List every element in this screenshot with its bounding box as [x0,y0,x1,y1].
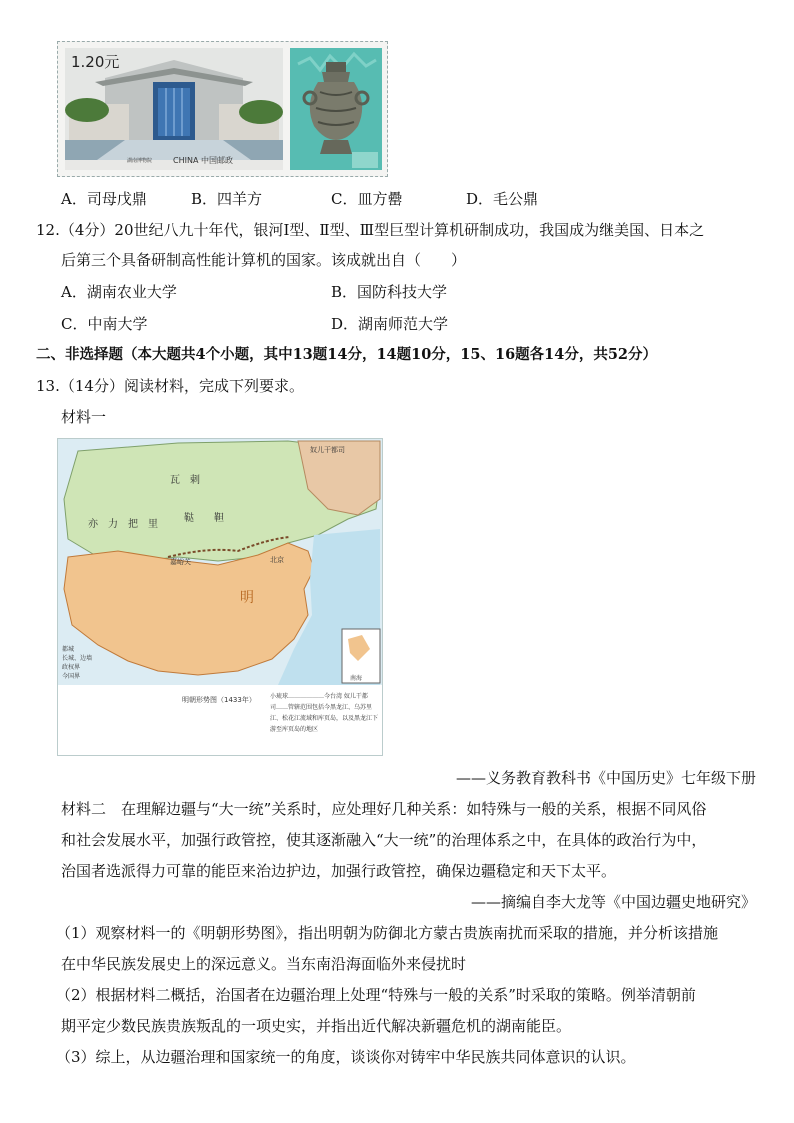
map-label-nanhai: 南海 [350,675,363,682]
sub-question-1-line1: （1）观察材料一的《明朝形势图》，指出明朝为防御北方蒙古贵族南扰而采取的措施，并分析该措施 [56,924,719,942]
map-label-jiayuguan: 嘉峪关 [170,558,191,566]
q11-option-c: C．皿方罍 [331,190,403,208]
q13-intro: 13.（14分）阅读材料，完成下列要求。 [36,377,304,395]
map-label-tatar: 鞑 靼 [184,513,224,524]
map-note: 小琉球………………今台湾 奴儿干都司……管辖范围包括今黑龙江、乌苏里江、松花江流域和库页岛，以及黑龙江下游至库页岛的地区 [270,693,379,733]
material2-line1: 材料二 在理解边疆与“大一统”关系时，应处理好几种关系：如特殊与一般的关系，根据不同风俗 [61,800,707,818]
bronze-lei-illustration [290,48,382,170]
material2-line2: 和社会发展水平，加强行政管控，使其逐渐融入“大一统”的治理体系之中，在具体的政治行为中， [61,831,707,849]
map-label-alibuli: 亦 力 把 里 [88,519,158,530]
q12-stem-line2: 后第三个具备研制高性能计算机的国家。该成就出自（ ） [61,251,467,269]
map-illustration [58,439,382,685]
q11-option-b: B．四羊方 [191,190,263,208]
sub-question-3: （3）综上，从边疆治理和国家统一的角度，谈谈你对铸牢中华民族共同体意识的认识。 [56,1048,636,1066]
source-line-2: ——摘编自李大龙等《中国边疆史地研究》 [470,893,756,911]
material1-label: 材料一 [61,408,107,426]
map-label-wala: 瓦 剌 [170,475,200,486]
sub-question-2-line1: （2）根据材料二概括，治国者在边疆治理上处理“特殊与一般的关系”时采取的策略。例举清朝前 [56,986,696,1004]
stamp-face-value: 1.20元 [71,53,120,71]
map-label-beijing: 北京 [270,556,284,564]
sub-question-1-line2: 在中华民族发展史上的深远意义。当东南沿海面临外来侵扰时 [61,955,467,973]
q11-option-a: A．司母戊鼎 [61,190,147,208]
source-line-1: ——义务教育教科书《中国历史》七年级下册 [455,769,756,787]
q12-option-a: A．湖南农业大学 [61,283,177,301]
sub-question-2-line2: 期平定少数民族贵族叛乱的一项史实，并指出近代解决新疆危机的湖南能臣。 [61,1017,572,1035]
map-legend [62,645,92,681]
material2-line3: 治国者选派得力可靠的能臣来治边护边，加强行政管控，确保边疆稳定和天下太平。 [61,862,617,880]
q12-option-d: D．湖南师范大学 [331,315,449,333]
museum-stamp-picture [65,48,283,170]
legend-item-national-border: 今国界 [62,673,81,680]
legend-item-capital: 都城 [62,646,75,653]
map-label-ming: 明 [240,590,254,606]
legend-item-regime-border: 政权界 [62,664,81,671]
legend-item-great-wall: 长城、边墙 [62,655,93,662]
bronze-vessel-picture [290,48,382,170]
stamp-museum-name: 湖南博物院 [127,158,153,164]
ming-dynasty-map [57,438,383,756]
section-heading: 二、非选择题（本大题共4个小题，其中13题14分，14题10分，15、16题各14分，共52分） [36,346,658,363]
q11-option-d: D．毛公鼎 [466,190,539,208]
q12-stem-line1: 12.（4分）20世纪八九十年代，银河Ⅰ型、Ⅱ型、Ⅲ型巨型计算机研制成功，我国成为继美国、日本之 [36,221,705,239]
q12-option-b: B．国防科技大学 [331,283,448,301]
map-title: 明朝形势图（1433年） [182,696,256,704]
stamp-image [57,41,388,177]
q12-option-c: C．中南大学 [61,315,148,333]
map-label-nuergan: 奴儿干都司 [310,446,345,454]
stamp-country-label: CHINA 中国邮政 [173,156,233,165]
